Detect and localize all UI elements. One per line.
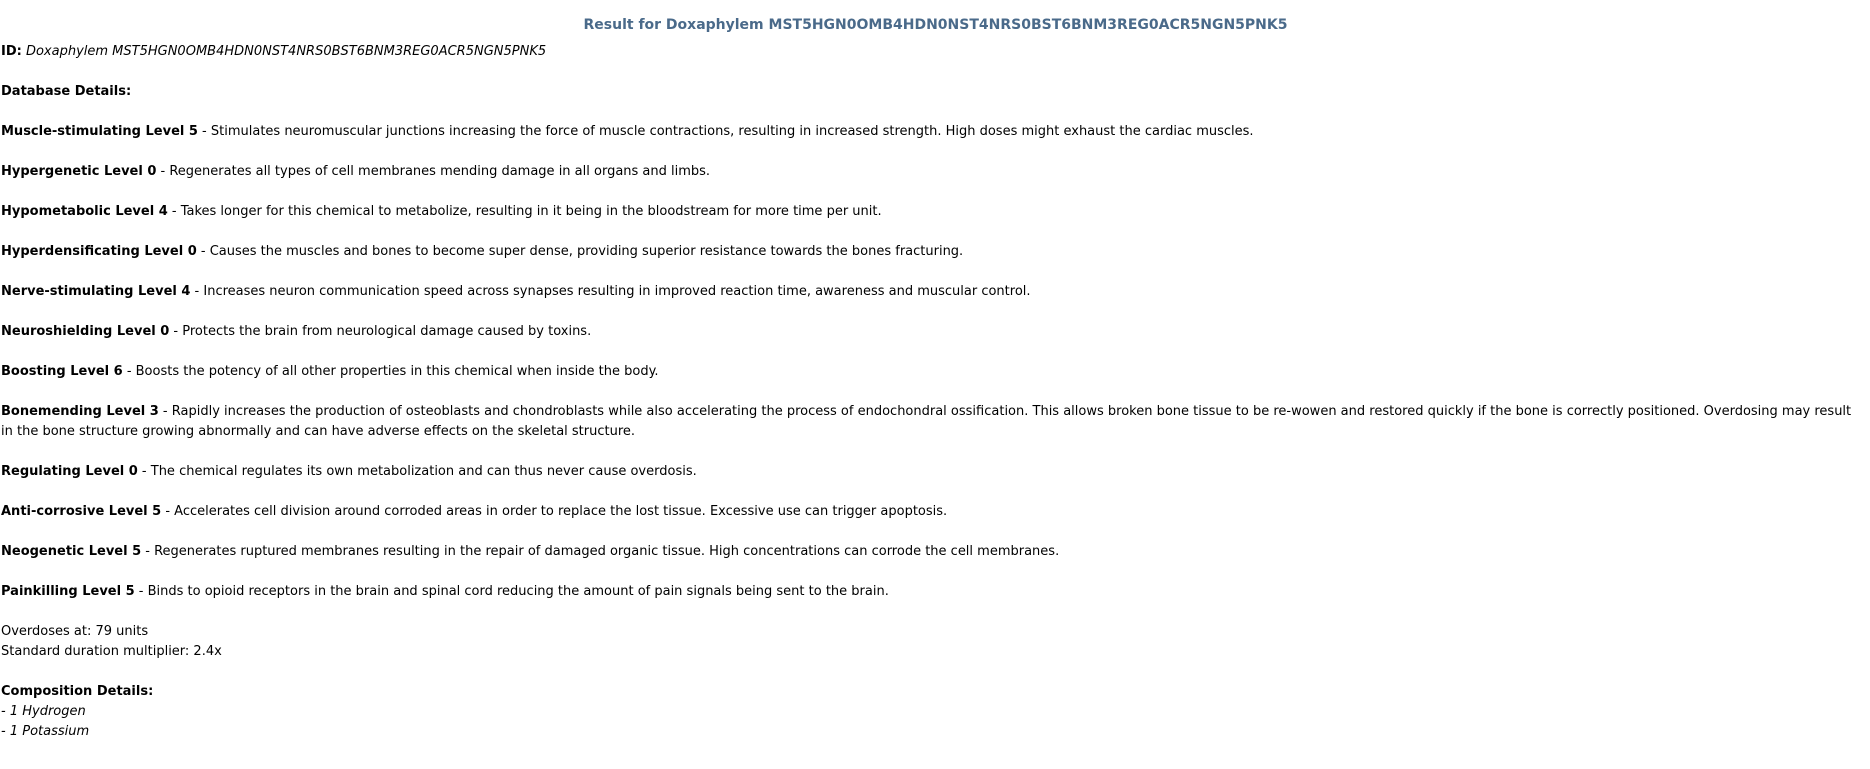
id-line xyxy=(1,42,1870,62)
property-description: - Stimulates neuromuscular junctions increasing the force of muscle contractions, resulting in increased strength. High doses might exhaust the cardiac muscles. xyxy=(197,124,1254,139)
property-name: Regulating Level 0 xyxy=(1,464,138,479)
property-boosting xyxy=(1,362,1863,382)
property-name: Hyperdensificating Level 0 xyxy=(1,244,197,259)
property-description: - Takes longer for this chemical to metabolize, resulting in it being in the bloodstream for more time per unit. xyxy=(167,204,882,219)
composition-item: - 1 Hydrogen xyxy=(1,704,86,719)
property-name: Neuroshielding Level 0 xyxy=(1,324,170,339)
stats-block xyxy=(1,622,1870,662)
property-name: Anti-corrosive Level 5 xyxy=(1,504,162,519)
property-painkilling xyxy=(1,582,1863,602)
property-description: - Rapidly increases the production of osteoblasts and chondroblasts while also accelerating the process of endochondral ossification. This allows broken bone tissue to be re-wowen and restored quickly if the bone is correctly positioned. Overdosing may result in the bone structure growing abnormally and can have adverse effects on the skeletal structure. xyxy=(1,404,1852,439)
property-name: Muscle-stimulating Level 5 xyxy=(1,124,198,139)
id-value: Doxaphylem MST5HGN0OMB4HDN0NST4NRS0BST6BNM3REG0ACR5NGN5PNK5 xyxy=(25,44,547,59)
property-name: Painkilling Level 5 xyxy=(1,584,135,599)
property-name: Nerve-stimulating Level 4 xyxy=(1,284,191,299)
property-description: - Regenerates ruptured membranes resulting in the repair of damaged organic tissue. High concentrations can corrode the cell membranes. xyxy=(141,544,1060,559)
property-bonemending xyxy=(1,402,1863,442)
property-description: - Causes the muscles and bones to become super dense, providing superior resistance towards the bones fracturing. xyxy=(196,244,964,259)
property-muscle-stimulating xyxy=(1,122,1863,142)
id-label: ID: xyxy=(1,44,22,59)
property-hypometabolic xyxy=(1,202,1863,222)
property-description: - Protects the brain from neurological damage caused by toxins. xyxy=(169,324,592,339)
duration-multiplier: Standard duration multiplier: 2.4x xyxy=(1,644,222,659)
composition-details-heading: Composition Details: xyxy=(1,684,154,699)
property-name: Boosting Level 6 xyxy=(1,364,123,379)
property-name: Hypergenetic Level 0 xyxy=(1,164,157,179)
overdose-threshold: Overdoses at: 79 units xyxy=(1,624,149,639)
property-description: - Accelerates cell division around corroded areas in order to replace the lost tissue. Excessive use can trigger apoptosis. xyxy=(161,504,948,519)
property-neuroshielding xyxy=(1,322,1863,342)
property-description: - Boosts the potency of all other properties in this chemical when inside the body. xyxy=(122,364,659,379)
property-name: Bonemending Level 3 xyxy=(1,404,159,419)
property-name: Hypometabolic Level 4 xyxy=(1,204,168,219)
property-anti-corrosive xyxy=(1,502,1863,522)
property-nerve-stimulating xyxy=(1,282,1863,302)
property-name: Neogenetic Level 5 xyxy=(1,544,142,559)
property-description: - Increases neuron communication speed across synapses resulting in improved reaction time, awareness and muscular control. xyxy=(190,284,1031,299)
property-hyperdensificating xyxy=(1,242,1863,262)
page-title: Result for Doxaphylem MST5HGN0OMB4HDN0NST4NRS0BST6BNM3REG0ACR5NGN5PNK5 xyxy=(583,17,1288,33)
property-description: - The chemical regulates its own metabolization and can thus never cause overdosis. xyxy=(137,464,697,479)
property-description: - Regenerates all types of cell membranes mending damage in all organs and limbs. xyxy=(156,164,711,179)
property-regulating xyxy=(1,462,1863,482)
property-description: - Binds to opioid receptors in the brain and spinal cord reducing the amount of pain signals being sent to the brain. xyxy=(134,584,889,599)
composition-item: - 1 Potassium xyxy=(1,724,90,739)
database-details-heading: Database Details: xyxy=(1,84,132,99)
property-neogenetic xyxy=(1,542,1863,562)
property-hypergenetic xyxy=(1,162,1863,182)
